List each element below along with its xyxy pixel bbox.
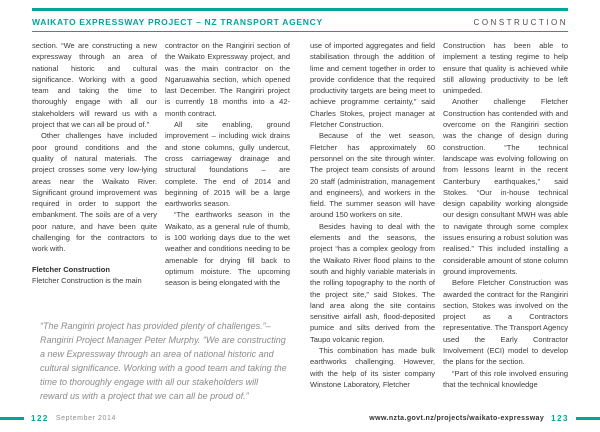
footer-url: www.nzta.govt.nz/projects/waikato-expressway (369, 415, 545, 422)
issue-date: September 2014 (55, 415, 117, 422)
text-column-2 (165, 40, 290, 306)
paragraph: use of imported aggregates and field stabilisation through the addition of lime and cement together in order to provide confidence that the required productivity targets are being meet to achieve programme certainty,” said Charles Stokes, project manager at Fletcher Construction. (310, 41, 435, 130)
left-page (32, 40, 290, 401)
paragraph: Another challenge Fletcher Construction has contended with and overcome on the Rangiriri section was the change of design during construction. “The technical landscape was evolving following on from lessons learnt in the recent Canterbury earthquakes,” said Stokes. “Our in-house technical design capability working alongside our design consultant MWH was able to navigate through some complex issues ensuring a robust solution was realised.” This included installing a considerable amount of stone column ground improvements. (443, 97, 568, 276)
paragraph: This combination has made bulk earthworks challenging. However, with the help of its sister company Winstone Laboratory, Fletcher (310, 346, 435, 389)
text-column-3 (310, 40, 435, 396)
footer-rule-left (0, 417, 24, 420)
paragraph: “Part of this role involved ensuring that the technical knowledge (443, 368, 568, 389)
right-page (310, 40, 568, 396)
article-title: WAIKATO EXPRESSWAY PROJECT – NZ TRANSPORT AGENCY (32, 17, 323, 27)
paragraph: All site enabling, ground improvement – including wick drains and stone columns, gully undercut, cross carriageway drainage and structural foundations – are complete. The end of 2014 and beginning of 2015 will be a large earthworks season. (165, 120, 290, 209)
paragraph: Other challenges have included poor ground conditions and the quality of natural materials. The project crosses some very low-lying areas near the Waikato River. Significant ground improvement was required in order to support the embankment. The soils are of a very poor nature, and have been quite challenging for the contractors to work with. (32, 131, 157, 254)
paragraph: Besides having to deal with the elements and the seasons, the project “has a complex geology from the Waikato River flood plains to the south and highly variable materials in the rolling topography to the north of the project site,” said Stokes. The land area along the site contains sensitive airfall ash, flood-deposited pumice and silts derived from the Taupo volcanic region. (310, 221, 435, 344)
paragraph: Before Fletcher Construction was awarded the contract for the Rangiriri section, Stokes was involved on the project as a Contractors representative. The Transport Agency used the Early Contractor Involvement (ECI) model to develop the plans for the section. (443, 278, 568, 367)
top-rule (32, 8, 568, 11)
paragraph: Fletcher Construction is the main (32, 275, 142, 285)
subheading-fletcher-construction: Fletcher Construction (32, 264, 110, 274)
footer-left (0, 414, 116, 423)
header-rule (32, 31, 568, 32)
footer-rule-right (576, 417, 600, 420)
paragraph: Because of the wet season, Fletcher has approximately 60 personnel on the site through winter. The project team consists of around 20 staff (administration, management and engineers), and workers in the field. The summer season will have around 150 workers on site. (310, 131, 435, 220)
paragraph: Construction has been able to implement a testing regime to help ensure that quality is achieved while still allowing productivity to be left unimpeded. (443, 41, 568, 96)
paragraph: contractor on the Rangiriri section of the Waikato Expressway project, and was the main contractor on the Ngaruawahia section, which opened last December. The Rangiriri project is currently 18 months into a 42-month contract. (165, 41, 290, 118)
pull-quote: “The Rangiriri project has provided plenty of challenges.”– Rangiriri Project Manager Peter Murphy. “We are constructing a new Expressway through an area of national historic and cultural significance. Working with a good team and taking the time to thoroughly engage with all our stakeholders will reward us with a project that we can all be proud of.” (40, 321, 287, 401)
left-page-columns (32, 40, 290, 306)
article-body (32, 40, 568, 401)
paragraph: section. “We are constructing a new expressway through an area of national historic and cultural significance. Working with a good team and taking the time to thoroughly engage with all our stakeholders will reward us with a project that we can all be proud of.” (32, 41, 157, 130)
right-page-number: 123 (551, 414, 569, 423)
page-footer (0, 414, 600, 423)
text-column-1 (32, 40, 157, 306)
magazine-spread (0, 8, 600, 432)
paragraph: “The earthworks season in the Waikato, as a general rule of thumb, is 100 working days due to the wet weather and conditions needing to be amenable for drying fill back to optimum moisture. The upcoming season is being elongated with the (165, 210, 290, 288)
page-header (32, 17, 568, 27)
left-page-number: 122 (31, 414, 49, 423)
text-column-4 (443, 40, 568, 396)
section-label: CONSTRUCTION (473, 18, 568, 27)
footer-right (369, 414, 600, 423)
